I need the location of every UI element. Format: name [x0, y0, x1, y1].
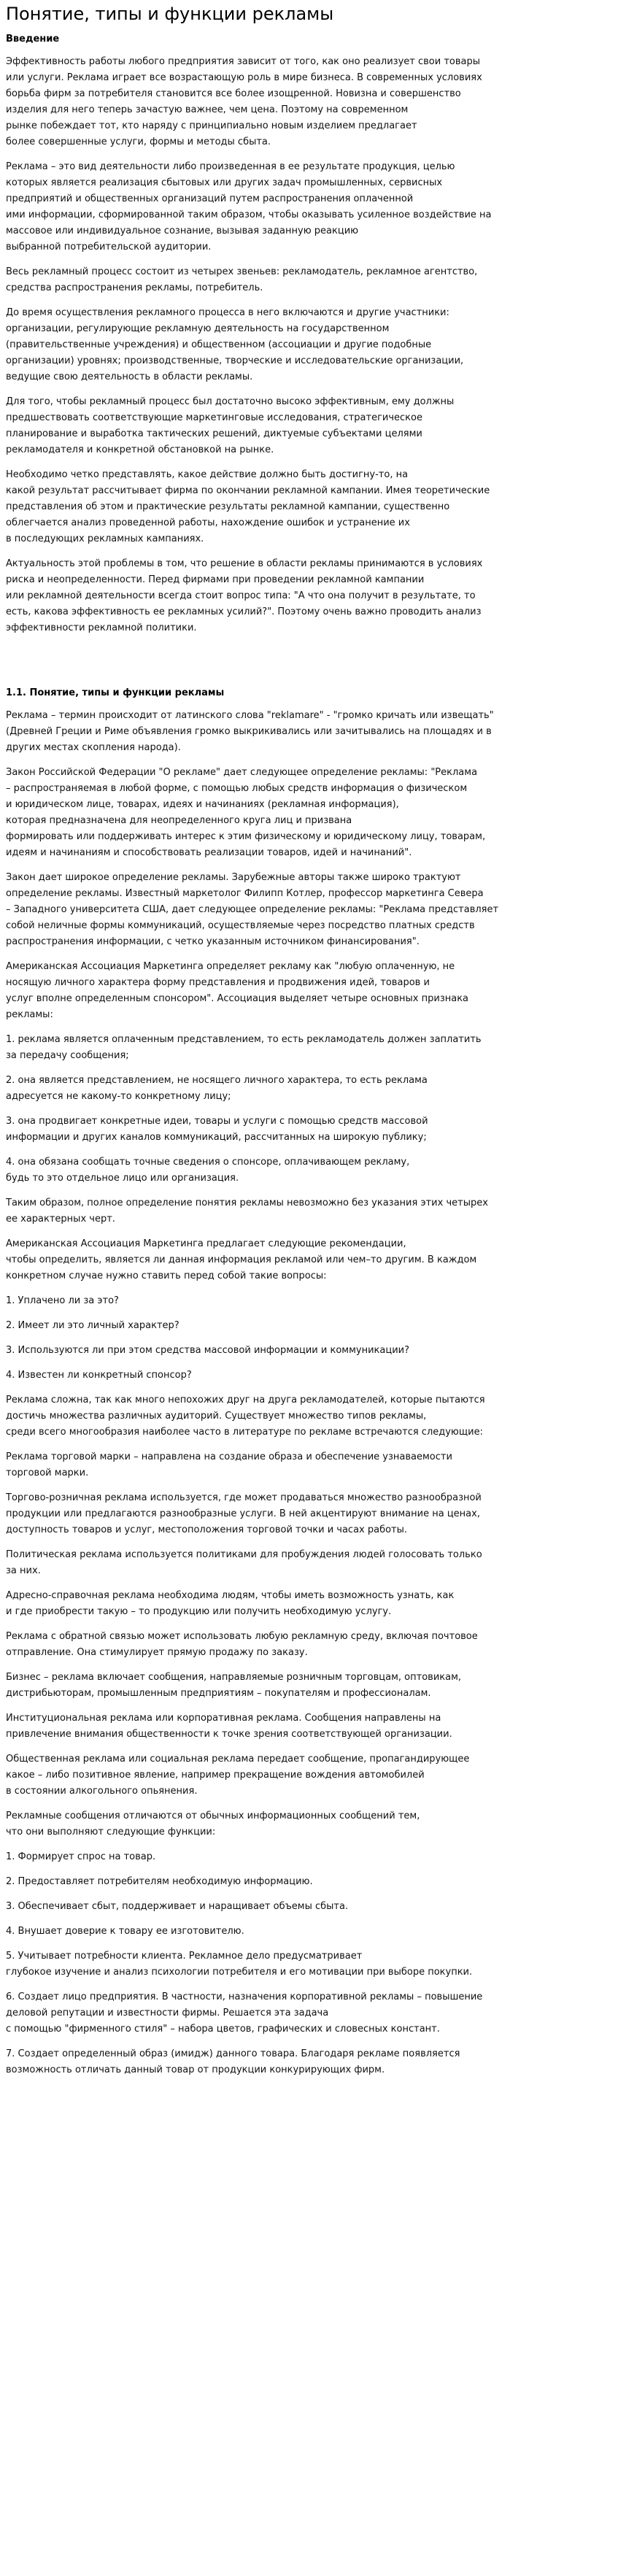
paragraph: 3. Обеспечивает сбыт, поддерживает и наращивает объемы сбыта. — [6, 1901, 349, 1912]
paragraph: Адресно-справочная реклама необходима людям, чтобы иметь возможность узнать, как и где приобрести такую – то продукцию или получить необходимую услугу. — [6, 1590, 455, 1617]
paragraph: Рекламные сообщения отличаются от обычных информационных сообщений тем, что они выполняют следующие функции: — [6, 1810, 420, 1837]
paragraph: Актуальность этой проблемы в том, что решение в области рекламы принимаются в условиях риска и неопределенности. Перед фирмами при проведении рекламной кампании или рекламной деятельности всегда стоит вопрос типа: "А что она получит в результате, то есть, какова эффективность ее рекламных усилий?". Поэтому очень важно проводить анализ эффективности рекламной политики. — [6, 558, 483, 633]
paragraph: Реклама – термин происходит от латинского слова "reklamare" - "громко кричать или извещать" (Древней Греции и Риме объявления громко выкрикивались или зачитывались на площадях и в других местах скопления народа). — [6, 710, 494, 753]
paragraph: Общественная реклама или социальная реклама передает сообщение, пропагандирующее какое – либо позитивное явление, например прекращение вождения автомобилей в состоянии алкогольного опьянения. — [6, 1754, 470, 1797]
paragraph: 6. Создает лицо предприятия. В частности, назначения корпоративной рекламы – повышение деловой репутации и известности фирмы. Решается эта задача с помощью "фирменного стиля" – набора цветов, графических и словесных констант. — [6, 1991, 483, 2035]
paragraph: Таким образом, полное определение понятия рекламы невозможно без указания этих четырех ее характерных черт. — [6, 1198, 488, 1225]
paragraph: Реклама сложна, так как много непохожих друг на друга рекламодателей, которые пытаются достичь множества различных аудиторий. Существует множество типов рекламы, среди всего многообразия наиболее часто в литературе по рекламе встречаются следующие: — [6, 1395, 485, 1438]
paragraph: 5. Учитывает потребности клиента. Рекламное дело предусматривает глубокое изучение и анализ психологии потребителя и его мотивации при выборе покупки. — [6, 1951, 473, 1978]
paragraph: 3. Используются ли при этом средства массовой информации и коммуникации? — [6, 1345, 409, 1356]
paragraph: 2. Имеет ли это личный характер? — [6, 1320, 179, 1331]
section-body — [6, 708, 611, 2078]
intro-heading: Введение — [6, 34, 60, 45]
article — [0, 3, 618, 2078]
paragraph: Реклама – это вид деятельности либо произведенная в ее результате продукция, целью которых является реализация сбытовых или других задач промышленных, сервисных предприятий и общественных организаций путем распространения оплаченной ими информации, сформированной таким образом, чтобы оказывать усиленное воздействие на массовое или индивидуальное сознание, вызывая заданную реакцию выбранной потребительской аудитории. — [6, 161, 492, 252]
paragraph: 1. Уплачено ли за это? — [6, 1295, 119, 1306]
paragraph: Закон дает широкое определение рекламы. Зарубежные авторы также широко трактуют определение рекламы. Известный маркетолог Филипп Котлер, профессор маркетинга Севера – Западного университета США, дает следующее определение рекламы: "Реклама представляет собой неличные формы коммуникаций, осуществляемые через посредство платных средств распространения информации, с четко указанным источником финансирования". — [6, 872, 499, 947]
section-heading: 1.1. Понятие, типы и функции рекламы — [6, 687, 225, 698]
paragraph: 2. она является представлением, не носящего личного характера, то есть реклама адресуется не какому-то конкретному лицу; — [6, 1075, 428, 1102]
paragraph: 2. Предоставляет потребителям необходимую информацию. — [6, 1876, 313, 1887]
paragraph: Реклама торговой марки – направлена на создание образа и обеспечение узнаваемости торговой марки. — [6, 1451, 452, 1478]
paragraph: Торгово-розничная реклама используется, где может продаваться множество разнообразной продукции или предлагаются разнообразные услуги. В ней акцентируют внимание на ценах, доступность товаров и услуг, местоположения торговой точки и часах работы. — [6, 1492, 482, 1535]
paragraph: Весь рекламный процесс состоит из четырех звеньев: рекламодатель, рекламное агентство, средства распространения рекламы, потребитель. — [6, 266, 478, 293]
paragraph: Американская Ассоциация Маркетинга предлагает следующие рекомендации, чтобы определить, является ли данная информация рекламой или чем–то другим. В каждом конкретном случае нужно ставить перед собой такие вопросы: — [6, 1238, 477, 1281]
main-section — [6, 686, 611, 2078]
paragraph: 3. она продвигает конкретные идеи, товары и услуги с помощью средств массовой информации и других каналов коммуникаций, рассчитанных на широкую публику; — [6, 1116, 428, 1143]
paragraph: Американская Ассоциация Маркетинга определяет рекламу как "любую оплаченную, не носящую личного характера форму представления и продвижения идей, товаров и услуг вполне определенным спонсором". Ассоциация выделяет четыре основных признака рекламы: — [6, 961, 469, 1020]
section-spacer — [6, 645, 611, 686]
paragraph: 4. она обязана сообщать точные сведения о спонсоре, оплачивающем рекламу, будь то это отдельное лицо или организация. — [6, 1157, 410, 1184]
paragraph: Бизнес – реклама включает сообщения, направляемые розничным торговцам, оптовикам, дистрибьюторам, промышленным предприятиям – покупателям и профессионалам. — [6, 1672, 462, 1699]
paragraph: 1. реклама является оплаченным представлением, то есть рекламодатель должен заплатить за передачу сообщения; — [6, 1034, 482, 1061]
intro-section — [6, 32, 611, 636]
paragraph: До время осуществления рекламного процесса в него включаются и другие участники: организации, регулирующие рекламную деятельность на государственном (правительственные учреждения) и общественном (ассоциации и другие подобные организации) уровнях; производственные, творческие и исследовательские организации, ведущие свою деятельность в области рекламы. — [6, 307, 464, 382]
paragraph: Политическая реклама используется политиками для пробуждения людей голосовать только за них. — [6, 1549, 482, 1576]
intro-body — [6, 54, 611, 636]
paragraph: 4. Внушает доверие к товару ее изготовителю. — [6, 1926, 244, 1937]
paragraph: Для того, чтобы рекламный процесс был достаточно высоко эффективным, ему должны предшествовать соответствующие маркетинговые исследования, стратегическое планирование и выработка тактических решений, диктуемые субъектами целями рекламодателя и конкретной обстановкой на рынке. — [6, 396, 455, 455]
paragraph: Необходимо четко представлять, какое действие должно быть достигну-то, на какой результат рассчитывает фирма по окончании рекламной кампании. Имея теоретические представления об этом и практические результаты рекламной кампании, существенно облегчается анализ проведенной работы, нахождение ошибок и устранение их в последующих рекламных кампаниях. — [6, 469, 490, 544]
paragraph: 4. Известен ли конкретный спонсор? — [6, 1370, 192, 1381]
paragraph: Реклама с обратной связью может использовать любую рекламную среду, включая почтовое отправление. Она стимулирует прямую продажу по заказу. — [6, 1631, 478, 1658]
paragraph: Институциональная реклама или корпоративная реклама. Сообщения направлены на привлечение внимания общественности к точке зрения соответствующей организации. — [6, 1713, 452, 1740]
paragraph: Эффективность работы любого предприятия зависит от того, как оно реализует свои товары или услуги. Реклама играет все возрастающую роль в мире бизнеса. В современных условиях борьба фирм за потребителя становится все более изощренной. Новизна и совершенство изделия для него теперь зачастую важнее, чем цена. Поэтому на современном рынке побеждает тот, кто наряду с принципиально новым изделием предлагает более совершенные услуги, формы и методы сбыта. — [6, 56, 482, 147]
paragraph: 1. Формирует спрос на товар. — [6, 1851, 156, 1862]
page-title: Понятие, типы и функции рекламы — [6, 4, 334, 24]
paragraph: 7. Создает определенный образ (имидж) данного товара. Благодаря рекламе появляется возможность отличать данный товар от продукции конкурирующих фирм. — [6, 2048, 460, 2075]
paragraph: Закон Российской Федерации "О рекламе" дает следующее определение рекламы: "Реклама – распространяемая в любой форме, с помощью любых средств информация о физическом и юридическом лице, товарах, идеях и начинаниях (рекламная информация), которая предназначена для неопределенного круга лиц и призвана формировать или поддерживать интерес к этим физическому и юридическому лицу, товарам, идеям и начинаниям и способствовать реализации товаров, идей и начинаний". — [6, 767, 486, 858]
